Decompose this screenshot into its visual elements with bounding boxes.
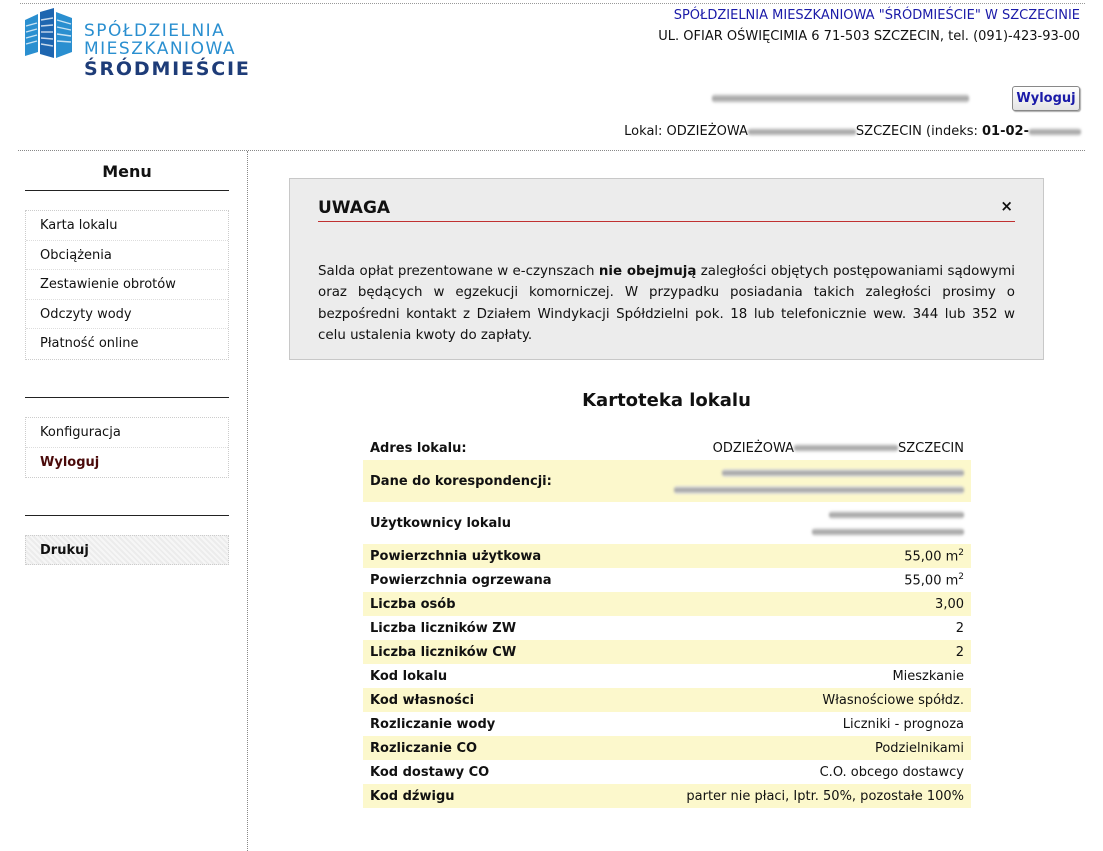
row-label: Użytkownicy lokalu [370, 515, 511, 531]
notice-title: UWAGA [318, 198, 391, 218]
row-value: 2 [955, 620, 964, 636]
logout-button[interactable]: Wyloguj [1012, 86, 1080, 111]
row-value-text: 55,00 m [904, 573, 959, 589]
row-value: Liczniki - prognoza [842, 716, 964, 732]
logo-text [84, 22, 251, 78]
row-value [667, 568, 971, 592]
sidebar-item-obciazenia[interactable]: Obciążenia [26, 241, 228, 271]
row-label: Kod lokalu [370, 668, 448, 684]
notice-box [289, 178, 1044, 360]
table-row [363, 664, 971, 688]
main-menu [25, 210, 229, 360]
row-label: Kod dźwigu [363, 784, 667, 808]
kartoteka-table [363, 436, 971, 808]
lokal-city: SZCZECIN (indeks: [855, 124, 983, 139]
row-value: Podzielnikami [667, 736, 971, 760]
print-button[interactable]: Drukuj [25, 535, 229, 565]
row-label: Rozliczanie wody [370, 716, 496, 732]
row-value-sup: 2 [958, 571, 964, 582]
close-icon[interactable]: × [1000, 197, 1013, 215]
table-row [363, 460, 971, 502]
table-row [363, 436, 971, 460]
row-value: Mieszkanie [892, 668, 964, 684]
lokal-index: 01-02- [982, 124, 1029, 139]
address-city: SZCZECIN [898, 440, 964, 456]
sidebar-item-karta-lokalu[interactable]: Karta lokalu [26, 211, 228, 241]
notice-text [318, 261, 1015, 346]
menu-rule-1 [25, 190, 229, 191]
row-label: Liczba liczników CW [363, 640, 667, 664]
notice-text-bold: nie obejmują [598, 264, 697, 279]
table-row [363, 688, 971, 712]
lokal-info [624, 124, 1081, 139]
row-label: Powierzchnia ogrzewana [370, 572, 552, 588]
row-value [667, 436, 971, 460]
row-value: parter nie płaci, Iptr. 50%, pozostałe 100% [667, 784, 971, 808]
sidebar-item-odczyty-wody[interactable]: Odczyty wody [26, 300, 228, 330]
notice-text-part-1: Salda opłat prezentowane w e-czynszach [318, 264, 599, 279]
user-redacted-2 [812, 528, 964, 536]
row-label: Rozliczanie CO [363, 736, 667, 760]
table-row [363, 760, 971, 784]
logo-line-3: ŚRÓDMIEŚCIE [84, 58, 251, 80]
row-value [667, 544, 971, 568]
user-redacted-1 [829, 511, 964, 519]
table-row [363, 544, 971, 568]
table-row [363, 502, 971, 544]
logo-line-1: SPÓŁDZIELNIA [84, 21, 226, 41]
menu-rule-2 [25, 397, 229, 398]
row-value [667, 502, 971, 544]
sidebar-item-konfiguracja[interactable]: Konfiguracja [26, 418, 228, 448]
sidebar-divider [247, 151, 248, 851]
menu-title: Menu [102, 162, 152, 181]
row-label: Kod własności [363, 688, 667, 712]
sidebar-item-zestawienie-obrotow[interactable]: Zestawienie obrotów [26, 270, 228, 300]
row-label: Liczba osób [363, 592, 667, 616]
lokal-address-redacted [748, 128, 856, 136]
row-label: Powierzchnia użytkowa [363, 544, 667, 568]
row-value-sup: 2 [958, 547, 964, 558]
table-row [363, 568, 971, 592]
row-value: 3,00 [667, 592, 971, 616]
account-menu [25, 417, 229, 478]
table-row [363, 736, 971, 760]
menu-rule-3 [25, 515, 229, 516]
correspondence-redacted-2 [674, 486, 964, 494]
table-row [363, 712, 971, 736]
row-label: Adres lokalu: [370, 440, 467, 456]
header-divider [18, 150, 1085, 151]
table-row [363, 784, 971, 808]
row-value-text: 55,00 m [904, 549, 959, 565]
user-name-redacted [712, 94, 969, 103]
logo-line-2: MIESZKANIOWA [84, 39, 236, 59]
row-value: C.O. obcego dostawcy [819, 764, 964, 780]
table-row [363, 640, 971, 664]
cooperative-logo [22, 8, 251, 88]
table-row [363, 616, 971, 640]
table-row [363, 592, 971, 616]
address-street: ODZIEŻOWA [712, 440, 794, 456]
header-top-divider [20, 3, 1085, 4]
sidebar-item-platnosc-online[interactable]: Płatność online [40, 336, 139, 351]
row-value: Własnościowe spółdz. [667, 688, 971, 712]
row-label: Dane do korespondencji: [363, 460, 667, 502]
cooperative-name: SPÓŁDZIELNIA MIESZKANIOWA "ŚRÓDMIEŚCIE" W SZCZECINIE [673, 8, 1080, 23]
row-label: Liczba liczników ZW [370, 620, 517, 636]
lokal-index-redacted [1029, 128, 1081, 136]
row-label: Kod dostawy CO [370, 764, 490, 780]
row-value [667, 460, 971, 502]
lokal-prefix: Lokal: ODZIEŻOWA [624, 124, 748, 139]
notice-text-part-2: zaległości objętych postępowaniami sądowymi oraz będących w egzekucji komorniczej. W przypadku posiadania takich zaległości prosimy o bezpośredni kontakt z Działem Windykacji Spółdzielni pok. 18 lub telefonicznie wew. 344 lub 352 w celu ustalenia kwoty do zapłaty. [318, 264, 1016, 343]
cooperative-address: UL. OFIAR OŚWIĘCIMIA 6 71-503 SZCZECIN, tel. (091)-423-93-00 [658, 29, 1080, 44]
buildings-logo-icon [22, 8, 78, 60]
row-value: 2 [667, 640, 971, 664]
address-redacted [794, 444, 898, 452]
sidebar-item-wyloguj[interactable]: Wyloguj [40, 454, 100, 470]
correspondence-redacted-1 [722, 469, 964, 477]
notice-title-rule [318, 221, 1015, 222]
section-title: Kartoteka lokalu [582, 390, 751, 411]
